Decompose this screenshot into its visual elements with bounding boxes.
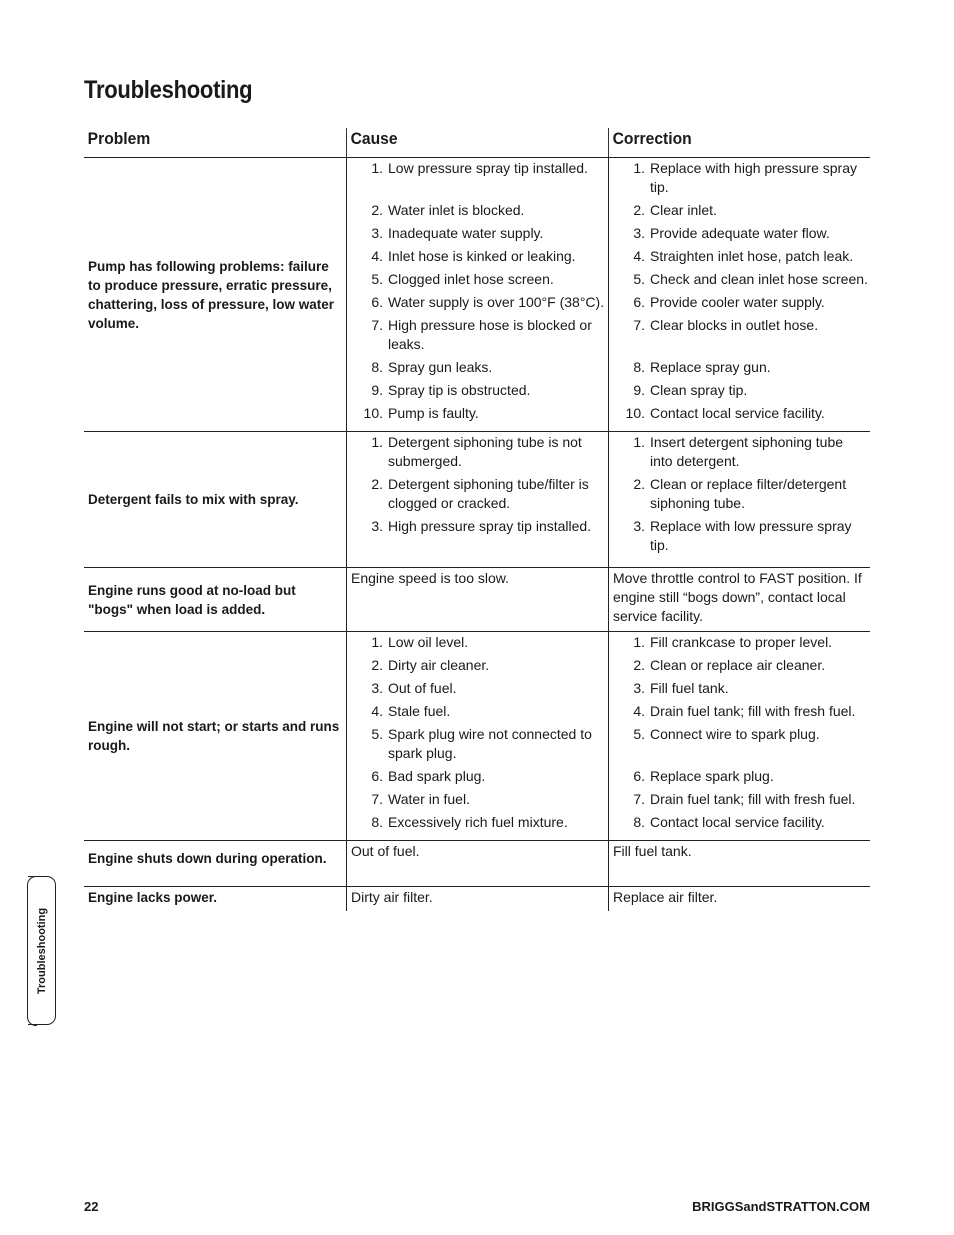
list-item: 1. Detergent siphoning tube is not submerged. <box>371 434 582 469</box>
header-correction: Correction <box>608 128 849 157</box>
list-item: 1. Insert detergent siphoning tube into detergent. <box>633 434 844 469</box>
list-item: 3. Provide adequate water flow. <box>633 225 830 241</box>
problem-cell: Detergent fails to mix with spray. <box>88 492 299 507</box>
list-item: 4. Drain fuel tank; fill with fresh fuel. <box>633 703 856 719</box>
list-item: 1. Low pressure spray tip installed. <box>371 160 588 176</box>
cause-cell: Dirty air filter. <box>346 887 608 911</box>
cause-cell: Out of fuel. <box>346 841 608 886</box>
list-item: 1. Fill crankcase to proper level. <box>633 634 833 650</box>
cause-cell: Engine speed is too slow. <box>346 568 608 631</box>
header-problem: Problem <box>87 129 151 148</box>
cause-cell <box>346 158 608 431</box>
correction-cell <box>608 432 870 567</box>
list-item: 2. Clean or replace filter/detergent siphoning tube. <box>633 476 847 511</box>
list-item: 4. Stale fuel. <box>371 703 451 719</box>
list-item: 8. Excessively rich fuel mixture. <box>371 814 568 830</box>
table-row <box>84 158 870 432</box>
list-item: 6. Provide cooler water supply. <box>633 294 825 310</box>
list-item: 7. Water in fuel. <box>371 791 470 807</box>
list-item: 3. High pressure spray tip installed. <box>371 518 592 534</box>
troubleshooting-table <box>84 128 870 911</box>
list-item: 6. Bad spark plug. <box>371 768 486 784</box>
list-item: 2. Clear inlet. <box>633 202 717 218</box>
list-item: 8. Contact local service facility. <box>633 814 825 830</box>
list-item: 3. Replace with low pressure spray tip. <box>633 518 852 553</box>
table-row <box>84 632 870 841</box>
list-item: 4. Inlet hose is kinked or leaking. <box>371 248 576 264</box>
list-item: 8. Replace spray gun. <box>633 359 771 375</box>
problem-cell: Engine lacks power. <box>88 890 218 905</box>
page-title: Troubleshooting <box>84 76 253 104</box>
table-row <box>84 841 870 887</box>
site-url: BRIGGSandSTRATTON.COM <box>692 1199 870 1214</box>
list-item: 5. Clogged inlet hose screen. <box>371 271 554 287</box>
list-item: 6. Water supply is over 100°F (38°C). <box>371 294 605 310</box>
list-item: 3. Fill fuel tank. <box>633 680 729 696</box>
cause-cell <box>346 432 608 567</box>
list-item: 1. Low oil level. <box>371 634 469 650</box>
list-item: 1. Replace with high pressure spray tip. <box>633 160 857 195</box>
list-item: 6. Replace spark plug. <box>633 768 774 784</box>
correction-cell: Fill fuel tank. <box>608 841 870 886</box>
list-item: 2. Water inlet is blocked. <box>371 202 525 218</box>
list-item: 7. Drain fuel tank; fill with fresh fuel. <box>633 791 856 807</box>
table-row <box>84 432 870 568</box>
list-item: 2. Clean or replace air cleaner. <box>633 657 826 673</box>
list-item: 9. Spray tip is obstructed. <box>371 382 531 398</box>
problem-cell: Pump has following problems: failure to produce pressure, erratic pressure, chattering, loss of pressure, low water volume. <box>88 258 335 331</box>
side-tab-label: Troubleshooting <box>35 907 48 994</box>
list-item: 3. Inadequate water supply. <box>371 225 544 241</box>
table-row <box>84 568 870 632</box>
list-item: 7. High pressure hose is blocked or leaks. <box>371 317 592 352</box>
table-row <box>84 887 870 911</box>
list-item: 3. Out of fuel. <box>371 680 457 696</box>
list-item: 4. Straighten inlet hose, patch leak. <box>633 248 854 264</box>
correction-cell <box>608 158 870 431</box>
problem-cell: Engine shuts down during operation. <box>88 851 327 866</box>
list-item: 2. Dirty air cleaner. <box>371 657 490 673</box>
correction-cell: Move throttle control to FAST position. If engine still “bogs down”, contact local service facility. <box>608 568 870 631</box>
header-cause: Cause <box>346 128 587 157</box>
list-item: 10. Pump is faulty. <box>363 405 479 421</box>
section-side-tab <box>28 876 56 1025</box>
table-header <box>84 128 870 158</box>
list-item: 5. Spark plug wire not connected to spark plug. <box>371 726 592 761</box>
list-item: 5. Connect wire to spark plug. <box>633 726 820 742</box>
cause-cell <box>346 632 608 840</box>
page-number: 22 <box>84 1199 99 1214</box>
list-item: 10. Contact local service facility. <box>625 405 825 421</box>
list-item: 7. Clear blocks in outlet hose. <box>633 317 819 333</box>
list-item: 2. Detergent siphoning tube/filter is clogged or cracked. <box>371 476 589 511</box>
problem-cell: Engine runs good at no-load but "bogs" when load is added. <box>88 582 296 617</box>
list-item: 8. Spray gun leaks. <box>371 359 493 375</box>
correction-cell: Replace air filter. <box>608 887 870 911</box>
problem-cell: Engine will not start; or starts and runs rough. <box>88 719 340 753</box>
list-item: 5. Check and clean inlet hose screen. <box>633 271 868 287</box>
correction-cell <box>608 632 870 840</box>
list-item: 9. Clean spray tip. <box>633 382 748 398</box>
